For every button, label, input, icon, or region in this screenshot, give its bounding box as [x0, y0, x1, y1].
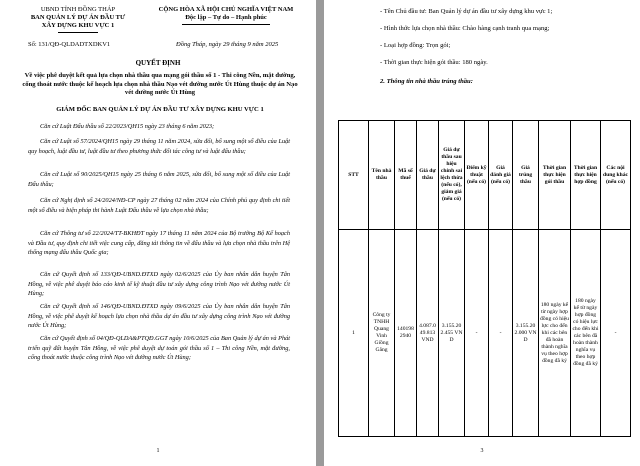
- header-other-content: Các nội dung khác (nếu có): [601, 121, 631, 230]
- agency-line-1: UBND TỈNH ĐỒNG THÁP: [40, 6, 116, 13]
- section-heading: 2. Thông tin nhà thầu trúng thầu:: [380, 78, 473, 85]
- page-number: 3: [480, 448, 484, 454]
- document-subject: Về việc phê duyệt kết quả lựa chọn nhà thầu qua mạng gói thầu số 1 - Thi công Nền, mặt đường, cống thoát nước thuộc kế hoạch lựa chọn nhà thầu Nạo vét đường nước Út Hùng thuộc dự án Nạo vét đường nước Út Hùng: [22, 72, 298, 97]
- table-header-row: [339, 121, 631, 230]
- legal-basis-7: Căn cứ Quyết định số 146/QĐ-UBND.ĐTXD ngày 09/6/2025 của Ủy ban nhân dân huyện Tân Hồng, về việc phê duyệt kế hoạch lựa chọn nhà thầu dự án đầu tư xây dựng công trình Nạo vét đường nước Út Hùng;: [28, 303, 290, 330]
- header-evaluated-price: Giá đánh giá (nếu có): [489, 121, 513, 230]
- motto-underline: [182, 24, 270, 25]
- cell-tax-code: 1401982940: [395, 230, 417, 437]
- cell-winning-price: 3.155.202.000 VND: [513, 230, 539, 437]
- agency-header: [14, 6, 142, 30]
- cell-evaluated-price: -: [489, 230, 513, 437]
- header-contract-duration: Thời gian thực hiện hợp đồng: [571, 121, 601, 230]
- cell-stt: 1: [339, 230, 369, 437]
- issuer-line: GIÁM ĐỐC BAN QUẢN LÝ DỰ ÁN ĐẦU TƯ XÂY DỰNG KHU VỰC 1: [56, 106, 264, 113]
- contract-type-line: - Loại hợp đồng: Trọn gói;: [380, 42, 451, 49]
- agency-line-2: BAN QUẢN LÝ DỰ ÁN ĐẦU TƯ: [30, 14, 126, 21]
- header-package-duration: Thời gian thực hiện gói thầu: [539, 121, 571, 230]
- document-date: Đồng Tháp, ngày 29 tháng 9 năm 2025: [176, 41, 279, 48]
- header-technical-score: Điểm kỹ thuật (nếu có): [465, 121, 489, 230]
- cell-technical-score: -: [465, 230, 489, 437]
- duration-line: - Thời gian thực hiện gói thầu: 180 ngày.: [380, 59, 488, 66]
- header-bid-price: Giá dự thầu: [417, 121, 439, 230]
- cell-other-content: -: [601, 230, 631, 437]
- document-page-3: [324, 0, 640, 466]
- table-row: [339, 230, 631, 437]
- document-title: QUYẾT ĐỊNH: [135, 59, 181, 67]
- legal-basis-3: Căn cứ Luật số 90/2025/QH15 ngày 25 tháng 6 năm 2025, sửa đổi, bổ sung một số điều của Luật Đấu thầu;: [28, 171, 290, 188]
- legal-basis-1: Căn cứ Luật Đấu thầu số 22/2023/QH15 ngày 23 tháng 6 năm 2023;: [40, 123, 215, 130]
- legal-basis-4: Căn cứ Nghị định số 24/2024/NĐ-CP ngày 27 tháng 02 năm 2024 của Chính phủ quy định chi tiết một số điều và biện pháp thi hành Luật Đấu thầu về lựa chọn nhà thầu;: [28, 197, 290, 214]
- legal-basis-2: Căn cứ Luật số 57/2024/QH15 ngày 29 tháng 11 năm 2024, sửa đổi, bổ sung một số điều của Luật quy hoạch, luật đầu tư, luật đầu tư theo phương thức đối tác công tư và luật đấu thầu;: [28, 138, 290, 155]
- document-page-1: [0, 0, 316, 466]
- agency-line-3: XÂY DỰNG KHU VỰC 1: [41, 22, 115, 29]
- page-number: 1: [156, 448, 160, 454]
- legal-basis-6: Căn cứ Quyết định số 133/QĐ-UBND.ĐTXD ngày 02/6/2025 của Ủy ban nhân dân huyện Tân Hồng, về việc phê duyệt báo cáo kinh tế kỹ thuật đầu tư xây dựng công trình Nạo vét đường nước Út Hùng;: [28, 271, 290, 298]
- header-adjusted-price: Giá dự thầu sau hiệu chỉnh sai lệch thừa (nếu có), giảm giá (nếu có): [439, 121, 465, 230]
- cell-contract-duration: 180 ngày kể từ ngày hợp đồng có hiệu lực cho đến khi các bên đã hoàn thành nghĩa vụ theo hợp đồng đã ký: [571, 230, 601, 437]
- legal-basis-5: Căn cứ Thông tư số 22/2024/TT-BKHĐT ngày 17 tháng 11 năm 2024 của Bộ trưởng Bộ Kế hoạch và Đầu tư, quy định chi tiết việc cung cấp, đăng tải thông tin về đấu thầu và lựa chọn nhà thầu trên Hệ thống mạng đấu thầu Quốc gia;: [28, 230, 290, 257]
- cell-bid-price: 4.087.049.813 VND: [417, 230, 439, 437]
- document-number: Số: 131/QĐ-QLDADTXDKV1: [28, 41, 111, 48]
- national-motto: Độc lập – Tự do – Hạnh phúc: [185, 14, 267, 21]
- investor-line: - Tên Chủ đầu tư: Ban Quản lý dự án đầu tư xây dựng khu vực 1;: [380, 8, 553, 15]
- cell-contractor-name: Công ty TNHH Quang Vinh Giồng Găng: [369, 230, 395, 437]
- header-stt: STT: [339, 121, 369, 230]
- selection-method-line: - Hình thức lựa chọn nhà thầu: Chào hàng cạnh tranh qua mạng;: [380, 25, 550, 32]
- agency-underline: [58, 32, 98, 33]
- cell-adjusted-price: 3.155.202.455 VND: [439, 230, 465, 437]
- legal-basis-8: Căn cứ Quyết định số 04/QĐ-QLDA&PTQĐ.GGT ngày 10/6/2025 của Ban Quản lý dự án và Phát triển quỹ đất huyện Tân Hồng, về việc phê duyệt dự toán gói thầu số 1 – Thi công Nền, mặt đường, cống thoát nước thuộc công trình Nạo vét đường nước Út Hùng;: [28, 335, 290, 362]
- national-title: CỘNG HÒA XÃ HỘI CHỦ NGHĨA VIỆT NAM: [158, 6, 294, 13]
- header-winning-price: Giá trúng thầu: [513, 121, 539, 230]
- header-tax-code: Mã số thuế: [395, 121, 417, 230]
- header-contractor-name: Tên nhà thầu: [369, 121, 395, 230]
- winning-bidder-table: [338, 120, 631, 437]
- national-header: [136, 6, 316, 22]
- cell-package-duration: 180 ngày kể từ ngày hợp đồng có hiệu lực cho đến khi các bên đã hoàn thành nghĩa vụ theo hợp đồng đã ký: [539, 230, 571, 437]
